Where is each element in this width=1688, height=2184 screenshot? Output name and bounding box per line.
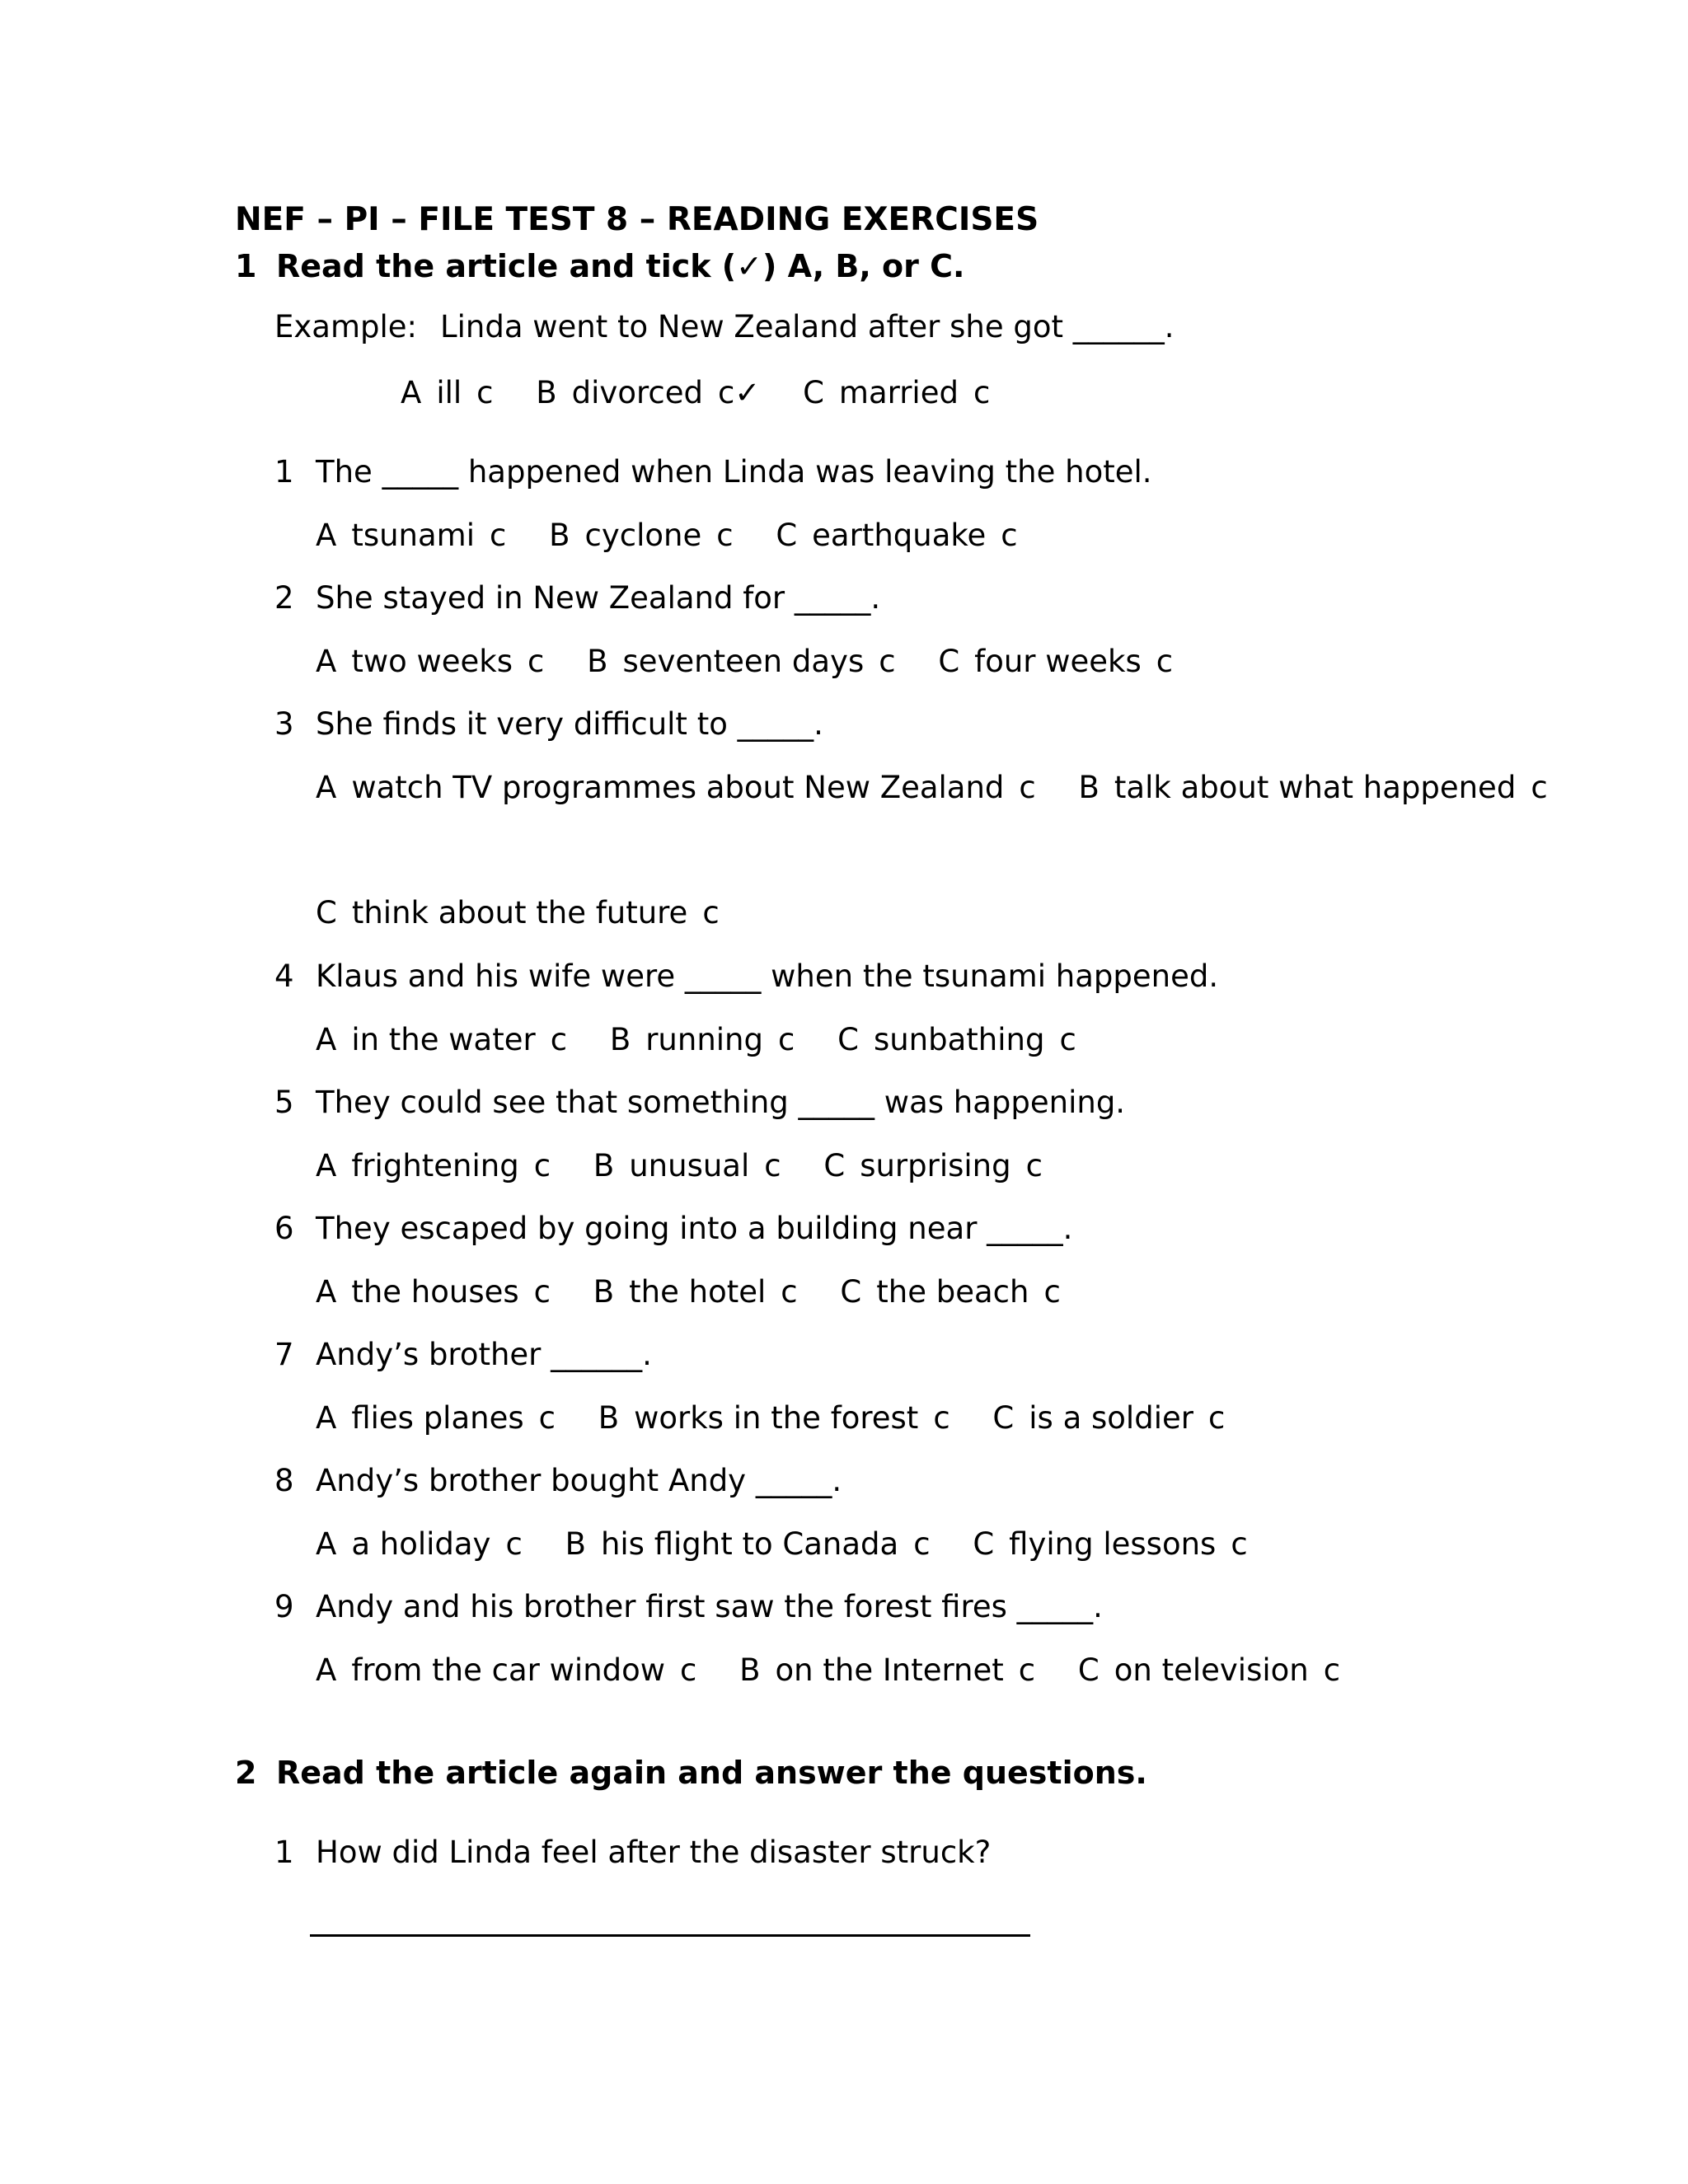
example-line: [274, 309, 1175, 344]
question-5: [274, 1087, 1125, 1118]
tick-box[interactable]: c: [1156, 644, 1174, 679]
option-a: A two weeks c: [316, 644, 545, 679]
tick-box[interactable]: c: [933, 1400, 950, 1436]
option-a: A the houses c: [316, 1274, 551, 1310]
option-b: B unusual c: [593, 1148, 781, 1183]
question-6-options: [316, 1274, 1061, 1310]
option-a: A flies planes c: [316, 1400, 556, 1436]
tick-box[interactable]: c: [778, 1022, 795, 1057]
option-b: B on the Internet c: [739, 1652, 1036, 1688]
question-text: How did Linda feel after the disaster struck?: [316, 1835, 992, 1870]
question-6: [274, 1213, 1072, 1244]
option-c: C surprising c: [823, 1148, 1043, 1183]
tick-box[interactable]: c: [1231, 1526, 1248, 1562]
ex2-question-1: [274, 1837, 991, 1868]
tick-box[interactable]: c: [490, 518, 507, 553]
tick-box[interactable]: c: [1018, 1652, 1036, 1688]
tick-box[interactable]: c: [1019, 770, 1036, 805]
question-3: [274, 706, 823, 742]
question-4-options: [316, 1024, 1076, 1055]
question-text: Klaus and his wife were _____ when the tsunami happened.: [316, 958, 1219, 994]
question-number: 6: [274, 1211, 294, 1246]
question-3-options-c: [316, 895, 720, 930]
page-title: NEF – PI – FILE TEST 8 – READING EXERCISES: [235, 201, 1039, 238]
tick-box[interactable]: c: [1043, 1274, 1061, 1310]
question-2-options: [316, 646, 1173, 677]
tick-box[interactable]: c: [781, 1274, 798, 1310]
question-number: 2: [274, 580, 294, 616]
option-c: C on television c: [1077, 1652, 1341, 1688]
exercise-1-heading: [235, 248, 965, 284]
question-number: 1: [274, 1835, 294, 1870]
example-label: Example:: [274, 309, 417, 344]
question-number: 7: [274, 1337, 294, 1372]
question-text: They escaped by going into a building near _____.: [316, 1211, 1073, 1246]
option-b: B running c: [609, 1022, 795, 1057]
option-a: A tsunami c: [316, 518, 507, 553]
option-b: B works in the forest c: [598, 1400, 950, 1436]
question-text: They could see that something _____ was happening.: [316, 1085, 1126, 1120]
exercise-instruction: Read the article and tick (✓) A, B, or C.: [276, 248, 965, 284]
tick-box[interactable]: c: [1001, 518, 1018, 553]
exercise-instruction: Read the article again and answer the questions.: [276, 1755, 1147, 1791]
option-a: A watch TV programmes about New Zealand c: [316, 770, 1036, 805]
tick-box[interactable]: c: [505, 1526, 523, 1562]
tick-box[interactable]: c: [1323, 1652, 1341, 1688]
option-c: C the beach c: [840, 1274, 1061, 1310]
exercise-2-heading: [235, 1755, 1147, 1791]
tick-box[interactable]: c: [913, 1526, 931, 1562]
question-1: [274, 454, 1152, 490]
question-7: [274, 1339, 652, 1370]
question-number: 8: [274, 1463, 294, 1498]
question-4: [274, 958, 1219, 994]
option-b: B cyclone c: [549, 518, 734, 553]
exercise-number: 2: [235, 1755, 257, 1791]
tick-box[interactable]: c: [533, 1274, 551, 1310]
option-c: C think about the future c: [316, 895, 720, 930]
option-a: A from the car window c: [316, 1652, 697, 1688]
question-1-options: [316, 520, 1018, 551]
tick-box[interactable]: c: [538, 1400, 556, 1436]
option-b: B his flight to Canada c: [565, 1526, 931, 1562]
question-number: 9: [274, 1589, 294, 1624]
tick-box[interactable]: c: [702, 895, 720, 930]
question-8: [274, 1465, 842, 1496]
example-options: [401, 377, 990, 408]
question-5-options: [316, 1148, 1043, 1183]
option-b: B divorced c✓: [536, 375, 761, 410]
question-text: Andy’s brother ______.: [316, 1337, 652, 1372]
example-text: Linda went to New Zealand after she got ______.: [440, 309, 1175, 344]
question-2: [274, 580, 881, 616]
option-c: C four weeks c: [938, 644, 1174, 679]
option-b: B the hotel c: [593, 1274, 798, 1310]
option-b: B seventeen days c: [587, 644, 896, 679]
question-number: 3: [274, 706, 294, 742]
question-text: She finds it very difficult to _____.: [316, 706, 823, 742]
question-9: [274, 1591, 1103, 1622]
question-number: 5: [274, 1085, 294, 1120]
option-c: C flying lessons c: [973, 1526, 1248, 1562]
tick-box[interactable]: c: [1059, 1022, 1076, 1057]
option-a: A ill c: [401, 375, 494, 410]
question-text: She stayed in New Zealand for _____.: [316, 580, 881, 616]
question-text: Andy’s brother bought Andy _____.: [316, 1463, 842, 1498]
tick-box[interactable]: c✓: [717, 375, 761, 410]
question-8-options: [316, 1526, 1248, 1562]
question-text: The _____ happened when Linda was leaving the hotel.: [316, 454, 1152, 490]
answer-line[interactable]: [310, 1934, 1030, 1937]
question-7-options: [316, 1400, 1226, 1436]
tick-box[interactable]: c: [1207, 1400, 1226, 1436]
tick-box[interactable]: c: [550, 1022, 568, 1057]
question-9-options: [316, 1652, 1341, 1688]
exercise-number: 1: [235, 248, 257, 284]
option-a: A frightening c: [316, 1148, 551, 1183]
tick-box[interactable]: c: [476, 375, 494, 410]
tick-box[interactable]: c: [1531, 770, 1548, 805]
tick-box[interactable]: c: [1025, 1148, 1043, 1183]
option-a: A a holiday c: [316, 1526, 523, 1562]
tick-box[interactable]: c: [716, 518, 734, 553]
tick-box[interactable]: c: [680, 1652, 697, 1688]
option-c: C sunbathing c: [837, 1022, 1076, 1057]
question-number: 4: [274, 958, 294, 994]
question-number: 1: [274, 454, 294, 490]
question-text: Andy and his brother first saw the forest fires _____.: [316, 1589, 1103, 1624]
option-c: C earthquake c: [776, 518, 1018, 553]
option-a: A in the water c: [316, 1022, 568, 1057]
tick-box[interactable]: c: [764, 1148, 781, 1183]
tick-box[interactable]: c: [527, 644, 545, 679]
tick-box[interactable]: c: [973, 375, 991, 410]
question-3-options-ab: [316, 772, 1548, 803]
tick-box[interactable]: c: [533, 1148, 551, 1183]
option-c: C married c: [803, 375, 991, 410]
tick-box[interactable]: c: [879, 644, 896, 679]
option-c: C is a soldier c: [992, 1400, 1226, 1436]
option-b: B talk about what happened c: [1078, 770, 1548, 805]
